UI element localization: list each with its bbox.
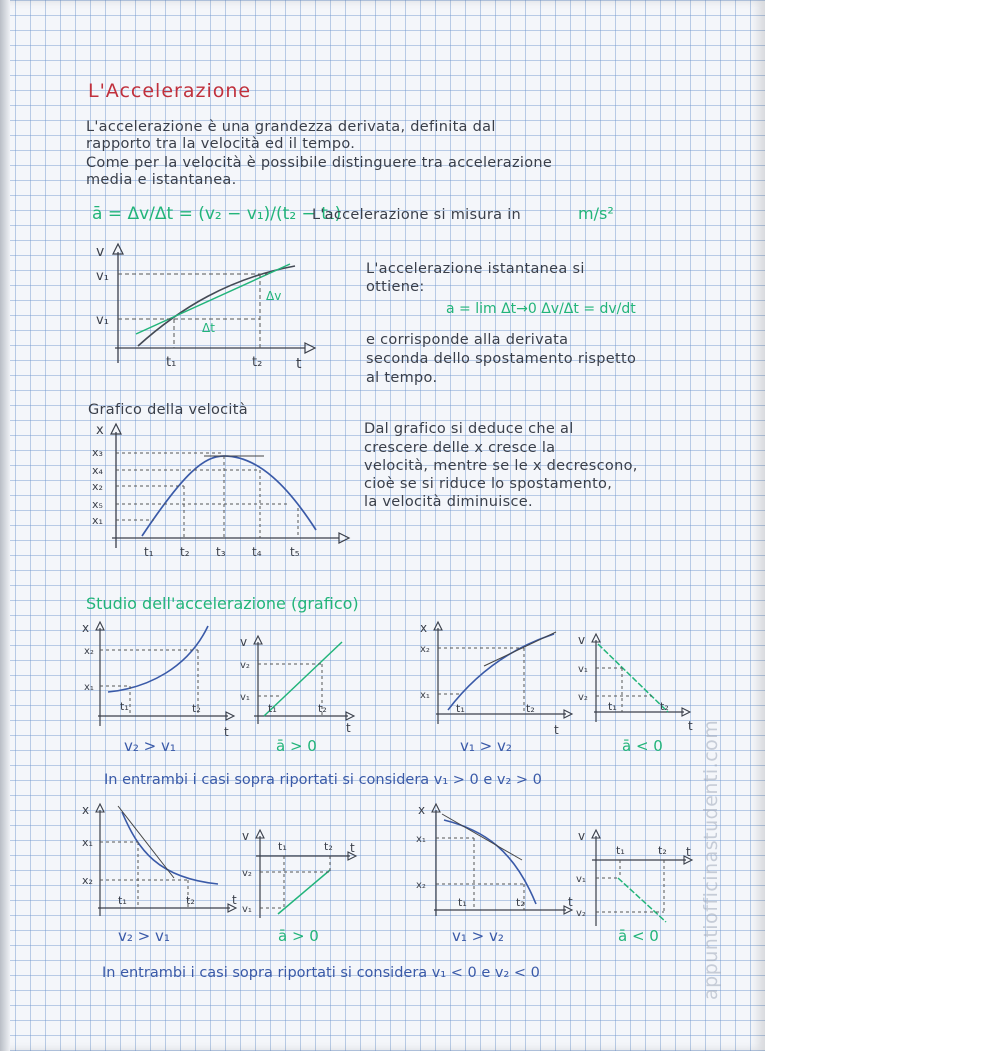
svg-text:t: t (554, 723, 559, 737)
row1-caption-4: ā < 0 (622, 737, 663, 755)
svg-text:x: x (420, 621, 428, 635)
inst-formula: a = lim Δt→0 Δv/Δt = dv/dt (446, 301, 636, 317)
graph1-t2-label: t₂ (252, 355, 263, 370)
intro-line-4: media e istantanea. (86, 172, 237, 188)
svg-text:t: t (568, 895, 573, 909)
svg-text:t₂: t₂ (516, 896, 525, 909)
svg-text:t: t (346, 721, 351, 735)
row1-caption-1: v₂ > v₁ (124, 737, 176, 755)
graph2-ytick-1: x₄ (92, 464, 103, 477)
velocity-curve (138, 266, 295, 346)
graph2-ytick-3: x₅ (92, 498, 103, 511)
svg-text:v: v (242, 829, 250, 843)
svg-text:t₂: t₂ (324, 840, 333, 853)
svg-text:v₁: v₁ (578, 664, 588, 675)
unit-text: L'accelerazione si misura in (312, 207, 522, 223)
svg-text:t₁: t₁ (608, 700, 617, 713)
inst-line-1: L'accelerazione istantanea si (366, 261, 585, 277)
svg-text:v₂: v₂ (240, 660, 250, 671)
svg-text:x₁: x₁ (416, 834, 426, 845)
svg-text:v₁: v₁ (240, 692, 250, 703)
graph2-ytick-2: x₂ (92, 480, 103, 493)
row1-caption-3: v₁ > v₂ (460, 737, 512, 755)
svg-text:v: v (578, 633, 586, 647)
row2-caption-1: v₂ > v₁ (118, 927, 170, 945)
row1-caption-2: ā > 0 (276, 737, 317, 755)
section-acceleration-title: Studio dell'accelerazione (grafico) (86, 594, 359, 613)
svg-text:t: t (224, 725, 229, 739)
deduce-line-2: crescere delle x cresce la (364, 440, 556, 456)
svg-text:t: t (232, 893, 237, 907)
inst-line-5: al tempo. (366, 370, 438, 386)
svg-text:t₁: t₁ (616, 844, 625, 857)
mean-acceleration-formula: ā = Δv/Δt = (v₂ − v₁)/(t₂ − t₁) (92, 204, 342, 224)
intro-line-3: Come per la velocità è possibile distinguere tra accelerazione (86, 155, 553, 171)
svg-text:t₂: t₂ (660, 700, 669, 713)
svg-text:t₂: t₂ (658, 844, 667, 857)
graph2-y-label: x (96, 423, 104, 438)
svg-text:x₁: x₁ (84, 682, 94, 693)
inst-line-2: ottiene: (366, 279, 425, 295)
svg-text:x: x (82, 803, 90, 817)
svg-text:x₂: x₂ (84, 646, 94, 657)
svg-text:t₂: t₂ (318, 702, 327, 715)
position-curve (142, 456, 316, 536)
svg-text:x₂: x₂ (82, 874, 93, 887)
graph2-xtick-1: t₂ (180, 545, 190, 559)
note-positive-velocity: In entrambi i casi sopra riportati si considera v₁ > 0 e v₂ > 0 (104, 772, 542, 788)
position-time-graph (84, 418, 354, 568)
row1-graph-v-increasing (236, 632, 366, 735)
row2-caption-4: ā < 0 (618, 927, 659, 945)
velocity-tangent-graph (90, 238, 320, 378)
row2-graph-x-decreasing (78, 800, 243, 920)
graph2-xtick-3: t₄ (252, 545, 262, 559)
svg-text:t₂: t₂ (192, 702, 201, 715)
deduce-line-4: cioè se si riduce lo spostamento, (364, 476, 613, 492)
graph1-v2-label: v₁ (96, 269, 109, 284)
svg-text:x₁: x₁ (82, 836, 93, 849)
svg-text:t₁: t₁ (278, 840, 287, 853)
deduce-line-3: velocità, mentre se le x decrescono, (364, 458, 638, 474)
svg-text:x: x (418, 803, 426, 817)
svg-text:v: v (578, 829, 586, 843)
svg-text:t₁: t₁ (456, 702, 465, 715)
svg-text:t₁: t₁ (118, 894, 127, 907)
deduce-line-5: la velocità diminuisce. (364, 494, 533, 510)
row1-graph-x-increasing (78, 618, 238, 738)
graph1-x-label: t (296, 356, 302, 372)
svg-text:x₂: x₂ (420, 644, 430, 655)
unit-value: m/s² (578, 204, 614, 223)
svg-text:t₁: t₁ (120, 700, 129, 713)
watermark: appuntiofficinastudenti.com (700, 719, 722, 1000)
intro-line-2: rapporto tra la velocità ed il tempo. (86, 136, 356, 152)
svg-text:v₁: v₁ (576, 874, 586, 885)
x-axis-arrow (339, 533, 349, 543)
svg-text:t: t (688, 719, 693, 733)
note-negative-velocity: In entrambi i casi sopra riportati si considera v₁ < 0 e v₂ < 0 (102, 965, 540, 981)
row2-graph-v-negative-increasing (238, 826, 368, 926)
row1-graph-x-concave (416, 618, 576, 738)
svg-text:v₁: v₁ (242, 904, 252, 915)
graph2-xtick-0: t₁ (144, 545, 154, 559)
svg-text:v₂: v₂ (242, 868, 252, 879)
graph1-dv-label: Δv (266, 289, 282, 303)
svg-text:x₂: x₂ (416, 880, 426, 891)
row1-graph-v-decreasing (576, 630, 706, 740)
deduce-line-1: Dal grafico si deduce che al (364, 421, 574, 437)
graph1-v1-label: v₁ (96, 313, 109, 328)
svg-text:t₁: t₁ (458, 896, 467, 909)
row2-graph-x-decreasing-concave (414, 800, 579, 920)
page-title: L'Accelerazione (88, 80, 252, 102)
graph2-ytick-0: x₃ (92, 446, 103, 459)
svg-text:v: v (240, 635, 248, 649)
row2-caption-2: ā > 0 (278, 927, 319, 945)
intro-line-1: L'accelerazione è una grandezza derivata, definita dal (86, 119, 496, 135)
svg-text:t₂: t₂ (526, 702, 535, 715)
svg-text:x₁: x₁ (420, 690, 430, 701)
svg-text:v₂: v₂ (576, 908, 586, 919)
graph2-xtick-4: t₅ (290, 545, 300, 559)
graph2-ytick-4: x₁ (92, 514, 103, 527)
row2-graph-v-negative-decreasing (574, 826, 704, 936)
svg-text:t: t (686, 845, 691, 859)
svg-text:x: x (82, 621, 90, 635)
inst-line-3: e corrisponde alla derivata (366, 332, 569, 348)
graph1-t1-label: t₁ (166, 355, 177, 370)
svg-text:t₂: t₂ (186, 894, 195, 907)
inst-line-4: seconda dello spostamento rispetto (366, 351, 637, 367)
section-velocity-title: Grafico della velocità (88, 402, 248, 418)
graph1-y-label: v (96, 244, 105, 260)
graph1-dt-label: Δt (202, 321, 215, 335)
x-axis-arrow (305, 343, 315, 353)
svg-text:v₂: v₂ (578, 692, 588, 703)
graph2-xtick-2: t₃ (216, 545, 226, 559)
svg-text:t₁: t₁ (268, 702, 277, 715)
svg-text:t: t (350, 841, 355, 855)
row2-caption-3: v₁ > v₂ (452, 927, 504, 945)
